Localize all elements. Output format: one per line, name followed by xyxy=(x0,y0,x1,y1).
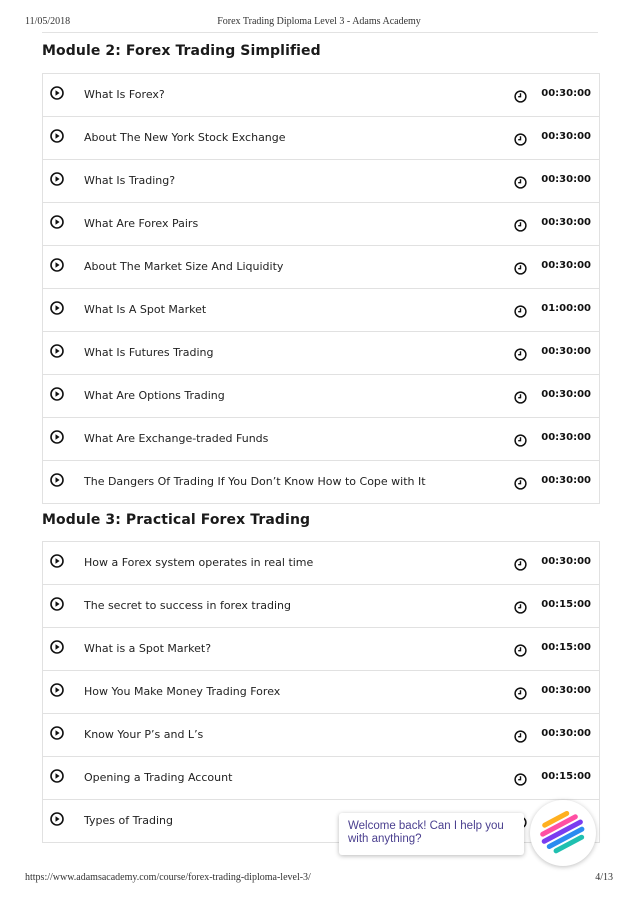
clock-icon xyxy=(514,685,527,698)
clock-icon xyxy=(514,131,527,144)
lesson-duration: 01:00:00 xyxy=(541,303,591,314)
lesson-row[interactable] xyxy=(43,417,599,460)
play-circle-icon[interactable] xyxy=(50,386,64,400)
clock-icon xyxy=(514,728,527,741)
lesson-duration: 00:30:00 xyxy=(541,432,591,443)
lesson-row[interactable] xyxy=(43,756,599,799)
lesson-title[interactable]: What Is Trading? xyxy=(84,174,176,187)
clock-icon xyxy=(514,346,527,359)
play-circle-icon[interactable] xyxy=(50,553,64,567)
clock-icon xyxy=(514,217,527,230)
lesson-duration: 00:30:00 xyxy=(541,346,591,357)
lesson-duration: 00:30:00 xyxy=(541,389,591,400)
lesson-title[interactable]: How a Forex system operates in real time xyxy=(84,556,314,569)
play-circle-icon[interactable] xyxy=(50,85,64,99)
lesson-title[interactable]: Types of Trading xyxy=(84,814,173,827)
clock-icon xyxy=(514,174,527,187)
lesson-title[interactable]: What Is Forex? xyxy=(84,88,165,101)
lesson-title[interactable]: The secret to success in forex trading xyxy=(84,599,291,612)
print-url: https://www.adamsacademy.com/course/forex-trading-diploma-level-3/ xyxy=(25,872,311,883)
print-header xyxy=(25,16,613,30)
play-circle-icon[interactable] xyxy=(50,472,64,486)
lesson-title[interactable]: What Are Exchange-traded Funds xyxy=(84,432,269,445)
play-circle-icon[interactable] xyxy=(50,768,64,782)
play-circle-icon[interactable] xyxy=(50,343,64,357)
play-circle-icon[interactable] xyxy=(50,300,64,314)
lesson-row[interactable] xyxy=(43,670,599,713)
lesson-title[interactable]: What is a Spot Market? xyxy=(84,642,212,655)
clock-icon xyxy=(514,88,527,101)
print-footer xyxy=(25,872,613,886)
play-circle-icon[interactable] xyxy=(50,171,64,185)
lesson-row[interactable] xyxy=(43,73,599,116)
module-title: Module 2: Forex Trading Simplified xyxy=(42,43,321,59)
lesson-title[interactable]: Opening a Trading Account xyxy=(84,771,233,784)
lesson-duration: 00:30:00 xyxy=(541,88,591,99)
clock-icon xyxy=(514,432,527,445)
clock-icon xyxy=(514,642,527,655)
lesson-title[interactable]: What Is A Spot Market xyxy=(84,303,207,316)
lesson-row[interactable] xyxy=(43,374,599,417)
play-circle-icon[interactable] xyxy=(50,811,64,825)
clock-icon xyxy=(514,389,527,402)
lesson-duration: 00:30:00 xyxy=(541,217,591,228)
divider xyxy=(42,32,598,33)
lesson-title[interactable]: What Is Futures Trading xyxy=(84,346,214,359)
lesson-duration: 00:30:00 xyxy=(541,475,591,486)
lesson-row[interactable] xyxy=(43,331,599,374)
page-number: 4/13 xyxy=(595,872,613,883)
lesson-row[interactable] xyxy=(43,202,599,245)
play-circle-icon[interactable] xyxy=(50,682,64,696)
lesson-duration: 00:30:00 xyxy=(541,556,591,567)
clock-icon xyxy=(514,599,527,612)
lesson-duration: 00:15:00 xyxy=(541,599,591,610)
play-circle-icon[interactable] xyxy=(50,128,64,142)
lesson-duration: 00:30:00 xyxy=(541,131,591,142)
lesson-row[interactable] xyxy=(43,584,599,627)
print-date: 11/05/2018 xyxy=(25,16,71,27)
lesson-row[interactable] xyxy=(43,159,599,202)
chat-welcome-bubble[interactable] xyxy=(339,813,524,855)
lesson-duration: 00:15:00 xyxy=(541,642,591,653)
lesson-duration: 00:15:00 xyxy=(541,771,591,782)
play-circle-icon[interactable] xyxy=(50,257,64,271)
lesson-row[interactable] xyxy=(43,460,599,503)
clock-icon xyxy=(514,771,527,784)
lesson-row[interactable] xyxy=(43,627,599,670)
lesson-title[interactable]: The Dangers Of Trading If You Don’t Know How to Cope with It xyxy=(84,475,426,488)
clock-icon xyxy=(514,556,527,569)
lesson-duration: 00:30:00 xyxy=(541,260,591,271)
lesson-title[interactable]: What Are Forex Pairs xyxy=(84,217,199,230)
clock-icon xyxy=(514,475,527,488)
lesson-title[interactable]: Know Your P’s and L’s xyxy=(84,728,204,741)
lesson-duration: 00:30:00 xyxy=(541,685,591,696)
lesson-row[interactable] xyxy=(43,245,599,288)
lesson-row[interactable] xyxy=(43,713,599,756)
lesson-title[interactable]: What Are Options Trading xyxy=(84,389,225,402)
print-title: Forex Trading Diploma Level 3 - Adams Academy xyxy=(217,16,421,27)
chat-logo-icon xyxy=(530,800,596,866)
chat-launcher-button[interactable] xyxy=(530,800,596,866)
lesson-title[interactable]: About The Market Size And Liquidity xyxy=(84,260,284,273)
lesson-list xyxy=(42,541,600,843)
play-circle-icon[interactable] xyxy=(50,725,64,739)
play-circle-icon[interactable] xyxy=(50,429,64,443)
play-circle-icon[interactable] xyxy=(50,596,64,610)
lesson-row[interactable] xyxy=(43,541,599,584)
lesson-title[interactable]: How You Make Money Trading Forex xyxy=(84,685,281,698)
play-circle-icon[interactable] xyxy=(50,214,64,228)
lesson-title[interactable]: About The New York Stock Exchange xyxy=(84,131,286,144)
lesson-duration: 00:30:00 xyxy=(541,174,591,185)
lesson-row[interactable] xyxy=(43,288,599,331)
clock-icon xyxy=(514,303,527,316)
play-circle-icon[interactable] xyxy=(50,639,64,653)
chat-message: Welcome back! Can I help you with anything? xyxy=(348,820,504,845)
lesson-row[interactable] xyxy=(43,116,599,159)
clock-icon xyxy=(514,260,527,273)
lesson-duration: 00:30:00 xyxy=(541,728,591,739)
lesson-list xyxy=(42,73,600,504)
module-title: Module 3: Practical Forex Trading xyxy=(42,512,311,528)
